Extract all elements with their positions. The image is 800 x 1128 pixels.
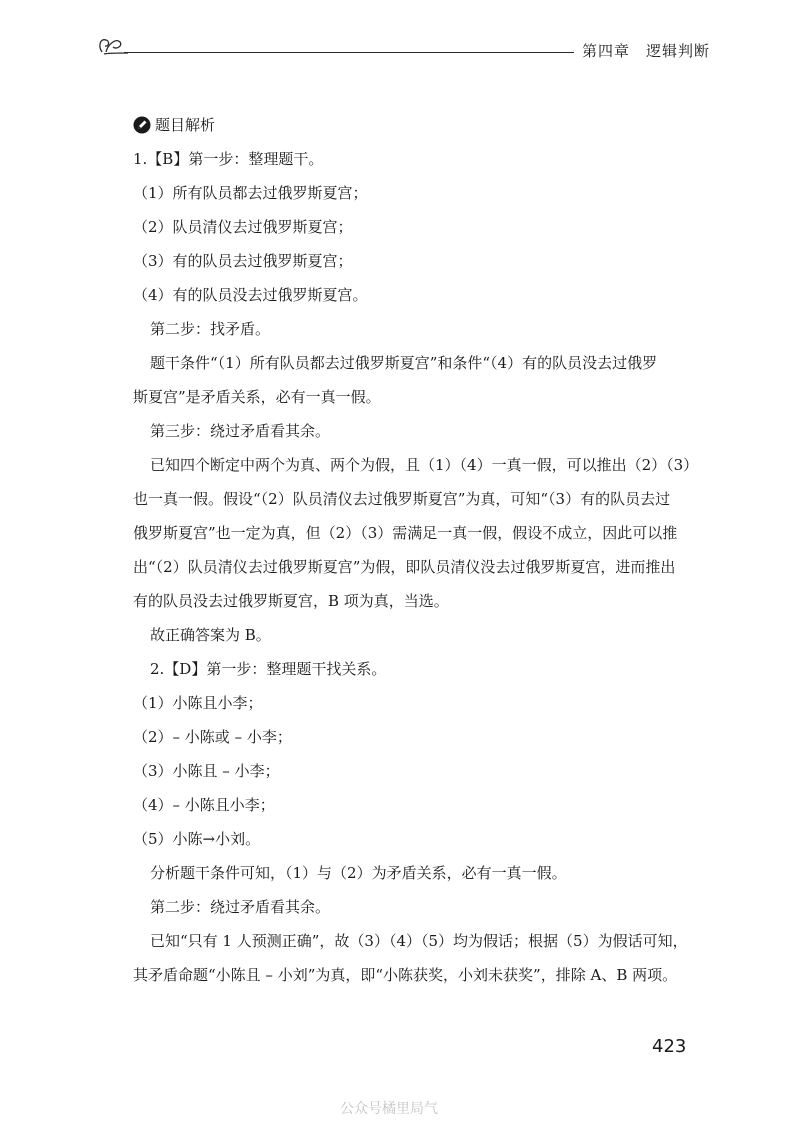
pen-badge-icon	[133, 116, 151, 134]
q2-step-2: 第二步：绕过矛盾看其余。	[150, 898, 331, 916]
q2-premise-1: （1）小陈且小李；	[133, 694, 263, 712]
section-title: 题目解析	[155, 116, 216, 134]
page-number: 423	[652, 1036, 687, 1057]
q2-premise-4: （4）– 小陈且小李；	[133, 796, 275, 814]
section-heading	[133, 108, 696, 142]
q1-conclusion: 故正确答案为 B。	[150, 626, 271, 644]
q2-premise-3: （3）小陈且 – 小李；	[133, 762, 280, 780]
q2-answer-line: 2.【D】第一步：整理题干找关系。	[150, 660, 387, 678]
paragraph-line: 其矛盾命题“小陈且 – 小刘”为真，即“小陈获奖，小刘未获奖”，排除 A、B 两项。	[133, 966, 678, 984]
paragraph-line: 已知四个断定中两个为真、两个为假，且（1）（4）一真一假，可以推出（2）（3）	[150, 456, 699, 474]
q1-premise-1: （1）所有队员都去过俄罗斯夏宫；	[133, 184, 368, 202]
paragraph-line: 也一真一假。假设“（2）队员清仪去过俄罗斯夏宫”为真，可知“（3）有的队员去过	[133, 490, 671, 508]
leaf-ornament-icon	[96, 32, 128, 58]
paragraph-line: 斯夏宫”是矛盾关系，必有一真一假。	[133, 388, 381, 406]
q1-premise-2: （2）队员清仪去过俄罗斯夏宫；	[133, 218, 353, 236]
header-chapter: 第四章	[582, 42, 631, 60]
answer-explanation	[133, 108, 699, 992]
paragraph-line: 题干条件“（1）所有队员都去过俄罗斯夏宫”和条件“（4）有的队员没去过俄罗	[150, 354, 658, 372]
q1-step-3: 第三步：绕过矛盾看其余。	[150, 422, 331, 440]
paragraph-line: 俄罗斯夏宫”也一定为真，但（2）（3）需满足一真一假，假设不成立，因此可以推	[133, 524, 678, 542]
header-chapter-title: 逻辑判断	[646, 42, 711, 60]
watermark: 公众号橘里局气	[340, 1101, 438, 1117]
q1-answer-line: 1.【B】第一步：整理题干。	[133, 150, 324, 168]
header-title	[582, 40, 710, 61]
header-rule	[124, 52, 574, 53]
paragraph-line: 分析题干条件可知，（1）与（2）为矛盾关系，必有一真一假。	[150, 864, 567, 882]
paragraph-line: 出“（2）队员清仪去过俄罗斯夏宫”为假，即队员清仪没去过俄罗斯夏宫，进而推出	[133, 558, 676, 576]
q1-step-2: 第二步：找矛盾。	[150, 320, 271, 338]
q1-premise-3: （3）有的队员去过俄罗斯夏宫；	[133, 252, 353, 270]
paragraph-line: 已知“只有 1 人预测正确”，故（3）（4）（5）均为假话；根据（5）为假话可知，	[150, 932, 688, 950]
q2-premise-5: （5）小陈→小刘。	[133, 830, 261, 848]
q2-premise-2: （2）– 小陈或 – 小李；	[133, 728, 292, 746]
q1-premise-4: （4）有的队员没去过俄罗斯夏宫。	[133, 286, 368, 304]
running-header	[96, 30, 711, 66]
paragraph-line: 有的队员没去过俄罗斯夏宫，B 项为真，当选。	[133, 592, 449, 610]
